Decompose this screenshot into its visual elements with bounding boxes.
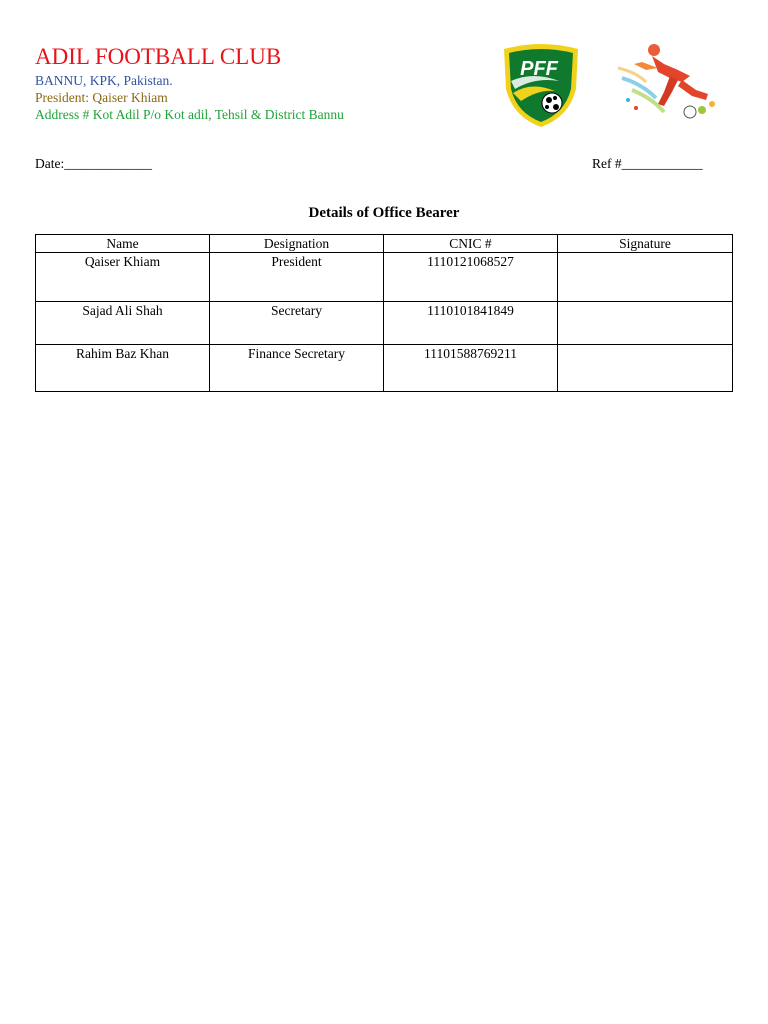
cell-name: Qaiser Khiam [36, 253, 210, 302]
header-name: Name [36, 235, 210, 253]
cell-cnic: 11101588769211 [384, 345, 558, 392]
ref-field: Ref #____________ [592, 156, 703, 171]
svg-text:PFF: PFF [520, 58, 558, 80]
date-field: Date:_____________ [35, 156, 152, 171]
cell-designation: Finance Secretary [210, 345, 384, 392]
club-address: Address # Kot Adil P/o Kot adil, Tehsil & District Bannu [35, 107, 344, 122]
cell-cnic: 1110121068527 [384, 253, 558, 302]
cell-name: Rahim Baz Khan [36, 345, 210, 392]
table-row [36, 253, 733, 302]
cell-signature [558, 302, 733, 345]
table-header-row [36, 235, 733, 253]
cell-designation: Secretary [210, 302, 384, 345]
office-bearer-table [35, 234, 733, 392]
cell-designation: President [210, 253, 384, 302]
header-designation: Designation [210, 235, 384, 253]
cell-cnic: 1110101841849 [384, 302, 558, 345]
cell-name: Sajad Ali Shah [36, 302, 210, 345]
header-signature: Signature [558, 235, 733, 253]
table-row [36, 302, 733, 345]
club-name: ADIL FOOTBALL CLUB [35, 44, 282, 69]
club-location: BANNU, KPK, Pakistan. [35, 73, 173, 88]
footballer-illustration [612, 40, 722, 124]
table-row [36, 345, 733, 392]
club-president: President: Qaiser Khiam [35, 90, 168, 105]
pff-logo [499, 41, 583, 129]
cell-signature [558, 345, 733, 392]
cell-signature [558, 253, 733, 302]
header-cnic: CNIC # [384, 235, 558, 253]
document-title: Details of Office Bearer [308, 205, 460, 221]
